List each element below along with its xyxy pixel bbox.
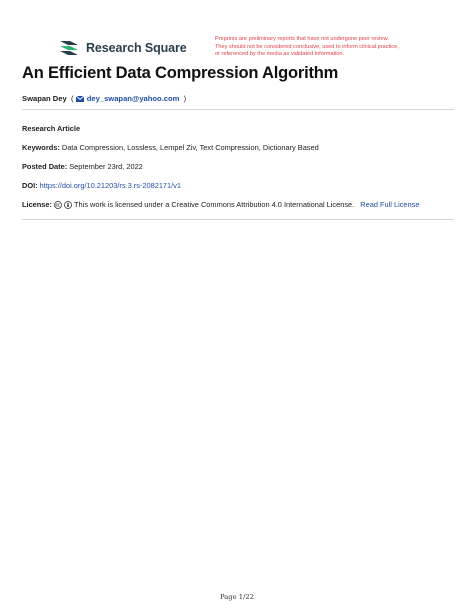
doi-link[interactable]: https://doi.org/10.21203/rs.3.rs-2082171/v1 [39,181,182,190]
bottom-divider [22,219,454,220]
doi-label: DOI: [22,181,38,190]
paper-title: An Efficient Data Compression Algorithm [22,64,339,82]
doi-row [22,181,181,190]
license-row [22,200,419,211]
author-email-link[interactable]: dey_swapan@yahoo.com [86,94,180,103]
article-type-label: Research Article [22,124,81,133]
posted-date-value: September 23rd, 2022 [69,162,143,171]
attribution-icon [64,201,72,211]
disclaimer-line: Preprints are preliminary reports that have not undergone peer review. [215,36,389,42]
keywords-label: Keywords: [22,143,60,152]
keywords-row [22,143,319,152]
research-square-logo[interactable] [58,38,187,58]
top-divider [22,109,454,110]
license-label: License: [22,200,52,209]
posted-date-label: Posted Date: [22,162,68,171]
brand-name: Research Square [86,41,187,55]
keywords-value: Data Compression, Lossless, Lempel Ziv, Text Compression, Dictionary Based [61,143,319,152]
author-name: Swapan Dey [22,94,67,103]
posted-date-row [22,162,143,171]
article-type [22,124,80,133]
envelope-icon [76,95,84,104]
license-text: This work is licensed under a Creative Commons Attribution 4.0 International License. [74,200,355,209]
preprint-disclaimer [215,36,465,59]
creative-commons-icon [54,201,62,211]
open-paren: ( [68,94,74,103]
read-full-license-link[interactable]: Read Full License [360,200,420,209]
disclaimer-line: They should not be considered conclusive, used to inform clinical practice, [215,43,399,50]
close-paren: ) [181,94,187,103]
disclaimer-line: or referenced by the media as validated information. [215,51,345,58]
research-square-logo-icon [58,39,80,57]
page-number: Page 1/22 [219,593,255,601]
author-line [22,94,186,104]
